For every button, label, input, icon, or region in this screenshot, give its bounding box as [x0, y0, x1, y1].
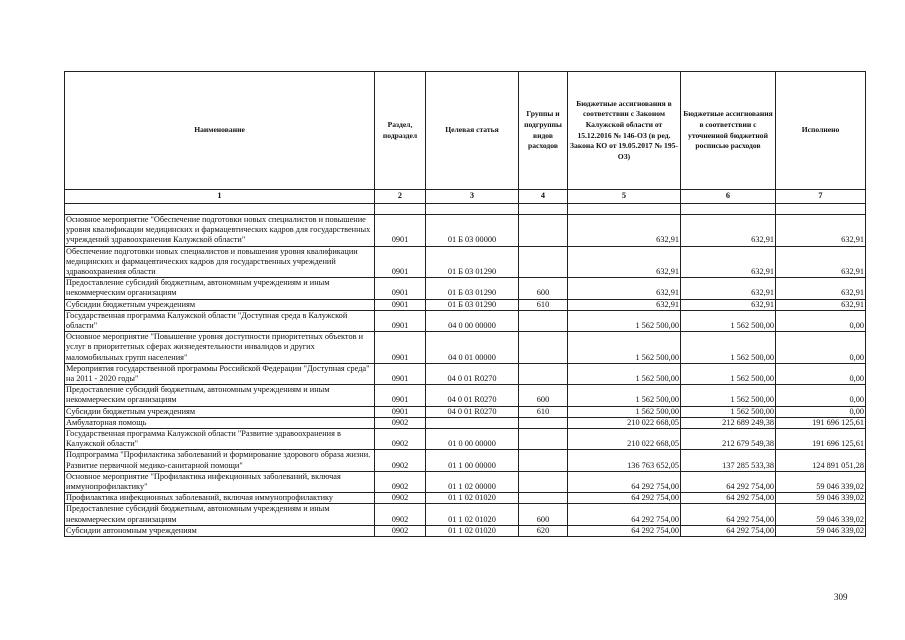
row-law-allocation: 632,91	[568, 278, 681, 299]
row-name: Профилактика инфекционных заболеваний, включая иммунопрофилактику	[65, 493, 375, 504]
row-law-allocation: 210 022 668,05	[568, 429, 681, 450]
row-section: 0902	[375, 429, 426, 450]
header-section: Раздел, подраздел	[375, 72, 426, 190]
page-number: 309	[834, 592, 848, 602]
header-row	[65, 72, 866, 190]
row-section: 0901	[375, 332, 426, 364]
row-executed: 0,00	[776, 406, 866, 417]
row-schedule-allocation: 632,91	[681, 299, 776, 310]
row-group: 600	[519, 504, 568, 525]
row-group	[519, 417, 568, 428]
row-name: Субсидии бюджетным учреждениям	[65, 406, 375, 417]
table-body	[65, 204, 866, 537]
table-row	[65, 332, 866, 364]
row-target: 04 0 01 R0270	[426, 406, 519, 417]
row-group: 600	[519, 385, 568, 406]
row-name: Подпрограмма "Профилактика заболеваний и формирование здорового образа жизни. Развитие первичной медико-санитарной помощи"	[65, 450, 375, 471]
row-target: 01 Б 03 01290	[426, 246, 519, 278]
header-name: Наименование	[65, 72, 375, 190]
row-law-allocation: 64 292 754,00	[568, 471, 681, 492]
row-law-allocation: 632,91	[568, 215, 681, 247]
row-target: 01 1 00 00000	[426, 450, 519, 471]
row-group	[519, 429, 568, 450]
budget-execution-table	[64, 71, 866, 537]
row-target: 04 0 01 00000	[426, 332, 519, 364]
row-schedule-allocation: 64 292 754,00	[681, 504, 776, 525]
column-number-row	[65, 190, 866, 204]
row-executed: 632,91	[776, 299, 866, 310]
header-executed: Исполнено	[776, 72, 866, 190]
row-target: 01 1 02 00000	[426, 471, 519, 492]
row-schedule-allocation: 632,91	[681, 215, 776, 247]
column-number: 5	[568, 190, 681, 204]
row-law-allocation: 1 562 500,00	[568, 310, 681, 331]
row-group	[519, 471, 568, 492]
row-executed: 59 046 339,02	[776, 525, 866, 536]
header-group: Группы и подгруппы видов расходов	[519, 72, 568, 190]
row-target: 01 Б 03 00000	[426, 215, 519, 247]
table-row	[65, 525, 866, 536]
table-row	[65, 406, 866, 417]
row-executed: 59 046 339,02	[776, 471, 866, 492]
table-row	[65, 417, 866, 428]
row-name: Субсидии бюджетным учреждениям	[65, 299, 375, 310]
row-name: Мероприятия государственной программы Российской Федерации "Доступная среда" на 2011 - 2020 годы"	[65, 363, 375, 384]
row-law-allocation: 210 022 668,05	[568, 417, 681, 428]
row-schedule-allocation: 1 562 500,00	[681, 385, 776, 406]
row-name: Субсидии автономным учреждениям	[65, 525, 375, 536]
spacer-row	[65, 204, 866, 215]
table-row	[65, 310, 866, 331]
row-schedule-allocation: 1 562 500,00	[681, 310, 776, 331]
row-schedule-allocation: 632,91	[681, 246, 776, 278]
row-target: 01 0 00 00000	[426, 429, 519, 450]
row-group	[519, 215, 568, 247]
row-schedule-allocation: 1 562 500,00	[681, 406, 776, 417]
row-schedule-allocation: 632,91	[681, 278, 776, 299]
row-name: Амбулаторная помощь	[65, 417, 375, 428]
table-row	[65, 471, 866, 492]
row-schedule-allocation: 137 285 533,38	[681, 450, 776, 471]
row-target: 04 0 00 00000	[426, 310, 519, 331]
row-section: 0902	[375, 525, 426, 536]
row-executed: 59 046 339,02	[776, 504, 866, 525]
row-law-allocation: 632,91	[568, 246, 681, 278]
row-schedule-allocation: 212 679 549,38	[681, 429, 776, 450]
table-row	[65, 363, 866, 384]
row-group: 610	[519, 299, 568, 310]
row-section: 0902	[375, 417, 426, 428]
row-group	[519, 450, 568, 471]
row-group	[519, 332, 568, 364]
table-row	[65, 215, 866, 247]
row-name: Государственная программа Калужской области "Доступная среда в Калужской области"	[65, 310, 375, 331]
row-schedule-allocation: 212 689 249,38	[681, 417, 776, 428]
row-target: 01 Б 03 01290	[426, 299, 519, 310]
row-schedule-allocation: 64 292 754,00	[681, 525, 776, 536]
row-name: Предоставление субсидий бюджетным, автономным учреждениям и иным некоммерческим организациям	[65, 278, 375, 299]
row-section: 0901	[375, 310, 426, 331]
table-row	[65, 429, 866, 450]
column-number: 1	[65, 190, 375, 204]
table-row	[65, 493, 866, 504]
row-law-allocation: 64 292 754,00	[568, 504, 681, 525]
header-target: Целевая статья	[426, 72, 519, 190]
row-section: 0901	[375, 406, 426, 417]
row-target	[426, 417, 519, 428]
row-group	[519, 363, 568, 384]
row-law-allocation: 632,91	[568, 299, 681, 310]
row-executed: 632,91	[776, 246, 866, 278]
row-group: 610	[519, 406, 568, 417]
row-schedule-allocation: 64 292 754,00	[681, 493, 776, 504]
row-executed: 0,00	[776, 363, 866, 384]
row-name: Предоставление субсидий бюджетным, автономным учреждениям и иным некоммерческим организациям	[65, 504, 375, 525]
row-section: 0901	[375, 246, 426, 278]
column-number: 6	[681, 190, 776, 204]
row-group: 620	[519, 525, 568, 536]
row-group	[519, 493, 568, 504]
row-group	[519, 310, 568, 331]
row-name: Государственная программа Калужской области "Развитие здравоохранения в Калужской области"	[65, 429, 375, 450]
row-executed: 59 046 339,02	[776, 493, 866, 504]
row-law-allocation: 1 562 500,00	[568, 406, 681, 417]
row-schedule-allocation: 1 562 500,00	[681, 363, 776, 384]
table-row	[65, 504, 866, 525]
row-target: 04 0 01 R0270	[426, 385, 519, 406]
row-name: Основное мероприятие "Обеспечение подготовки новых специалистов и повышение уровня квалификации медицинских и фармацевтических кадров для государственных учреждений здравоохранения Калужской области"	[65, 215, 375, 247]
column-number: 3	[426, 190, 519, 204]
row-group: 600	[519, 278, 568, 299]
row-law-allocation: 136 763 652,05	[568, 450, 681, 471]
table-row	[65, 246, 866, 278]
row-law-allocation: 1 562 500,00	[568, 385, 681, 406]
table-header	[65, 72, 866, 204]
row-target: 01 1 02 01020	[426, 493, 519, 504]
row-section: 0901	[375, 299, 426, 310]
table-row	[65, 278, 866, 299]
row-schedule-allocation: 64 292 754,00	[681, 471, 776, 492]
row-executed: 191 696 125,61	[776, 429, 866, 450]
row-executed: 632,91	[776, 278, 866, 299]
row-group	[519, 246, 568, 278]
row-law-allocation: 64 292 754,00	[568, 525, 681, 536]
column-number: 7	[776, 190, 866, 204]
row-target: 04 0 01 R0270	[426, 363, 519, 384]
row-executed: 0,00	[776, 385, 866, 406]
column-number: 2	[375, 190, 426, 204]
header-schedule-allocation: Бюджетные ассигнования в соответствии с уточненной бюджетной росписью расходов	[681, 72, 776, 190]
row-section: 0901	[375, 363, 426, 384]
row-section: 0902	[375, 471, 426, 492]
row-law-allocation: 1 562 500,00	[568, 332, 681, 364]
row-target: 01 Б 03 01290	[426, 278, 519, 299]
row-schedule-allocation: 1 562 500,00	[681, 332, 776, 364]
row-executed: 632,91	[776, 215, 866, 247]
row-name: Предоставление субсидий бюджетным, автономным учреждениям и иным некоммерческим организациям	[65, 385, 375, 406]
row-section: 0902	[375, 450, 426, 471]
row-section: 0902	[375, 504, 426, 525]
table-row	[65, 299, 866, 310]
row-target: 01 1 02 01020	[426, 525, 519, 536]
row-section: 0901	[375, 278, 426, 299]
row-executed: 0,00	[776, 332, 866, 364]
row-target: 01 1 02 01020	[426, 504, 519, 525]
row-name: Обеспечение подготовки новых специалистов и повышения уровня квалификации медицинских и фармацевтических кадров для государственных учреждений здравоохранения области	[65, 246, 375, 278]
column-number: 4	[519, 190, 568, 204]
row-executed: 124 891 051,28	[776, 450, 866, 471]
row-executed: 0,00	[776, 310, 866, 331]
row-section: 0901	[375, 385, 426, 406]
row-law-allocation: 1 562 500,00	[568, 363, 681, 384]
row-name: Основное мероприятие "Профилактика инфекционных заболеваний, включая иммунопрофилактику"	[65, 471, 375, 492]
table-row	[65, 450, 866, 471]
table-row	[65, 385, 866, 406]
row-executed: 191 696 125,61	[776, 417, 866, 428]
row-section: 0901	[375, 215, 426, 247]
row-law-allocation: 64 292 754,00	[568, 493, 681, 504]
header-law-allocation: Бюджетные ассигнования в соответствии с Законом Калужской области от 15.12.2016 № 146-ОЗ (в ред. Закона КО от 19.05.2017 № 195-ОЗ)	[568, 72, 681, 190]
row-section: 0902	[375, 493, 426, 504]
row-name: Основное мероприятие "Повышение уровня доступности приоритетных объектов и услуг в приоритетных сферах жизнедеятельности инвалидов и других маломобильных групп населения"	[65, 332, 375, 364]
